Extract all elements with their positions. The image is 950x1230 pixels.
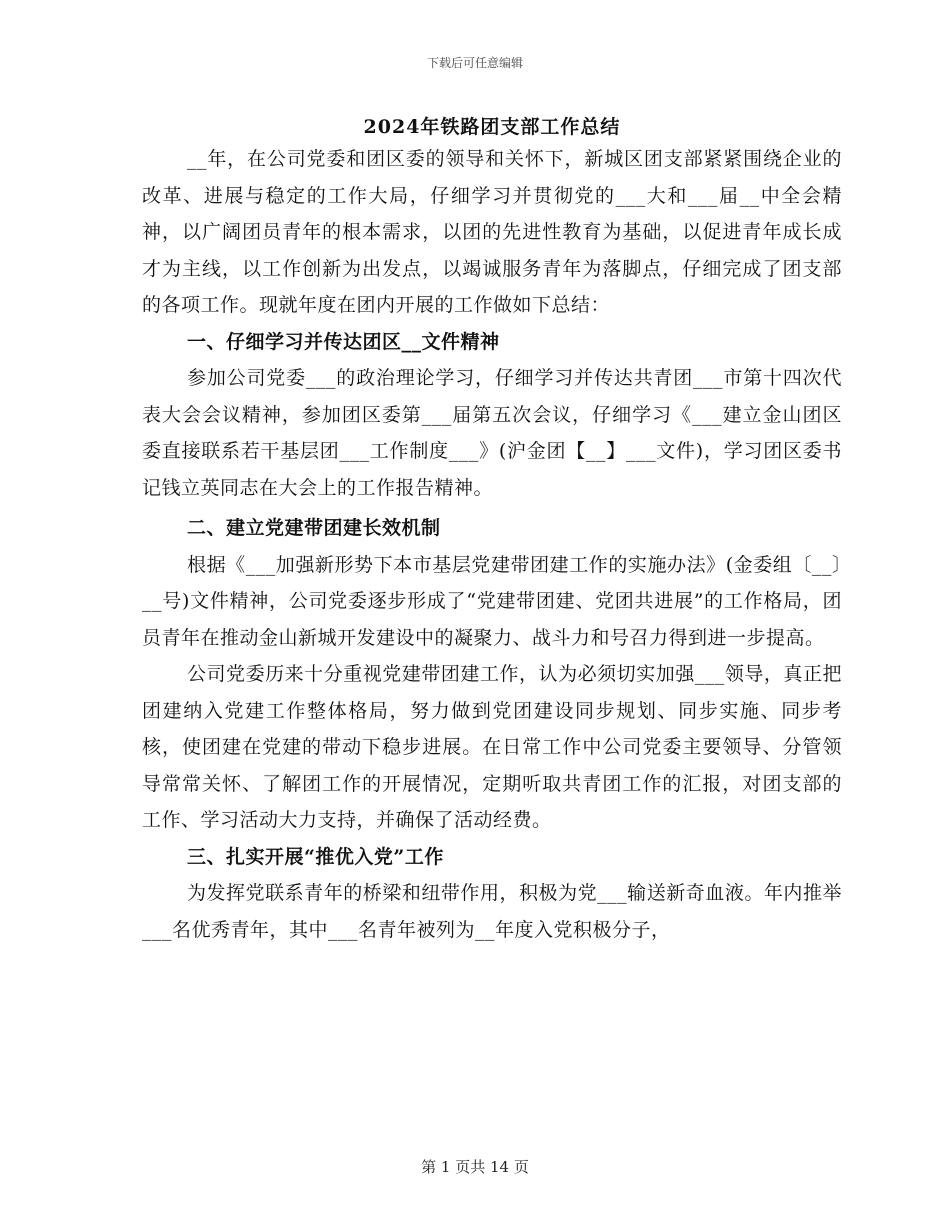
page-number: 第 1 页共 14 页 [421,1158,529,1176]
section-2-heading: 二、建立党建带团建长效机制 [187,517,441,539]
header-note: 下载后可任意编辑 [426,56,523,70]
section-3-heading: 三、扎实开展“推优入党”工作 [187,845,444,868]
document-title: 2024年铁路团支部工作总结 [363,116,621,138]
section-1-heading: 一、仔细学习并传达团区__文件精神 [187,330,500,353]
intro-paragraph: __年，在公司党委和团区委的领导和关怀下，新城区团支部紧紧围绕企业的改革、进展与稳定的工作大局，仔细学习并贯彻党的___大和___届__中全会精神，以广阔团员青年的根本需求，以团的先进性教育为基础，以促进青年成长成才为主线，以工作创新为出发点，以竭诚服务青年为落脚点，仔细完成了团支部的各项工作。现就年度在团内开展的工作做如下总结： [142,148,842,316]
section-2-paragraph-1: 根据《___加强新形势下本市基层党建带团建工作的实施办法》(金委组〔__〕__号)文件精神，公司党委逐步形成了“党建带团建、党团共进展”的工作格局，团员青年在推动金山新城开发建设中的凝聚力、战斗力和号召力得到进一步提高。 [142,553,842,649]
section-3-paragraph: 为发挥党联系青年的桥梁和纽带作用，积极为党___输送新奇血液。年内推举___名优秀青年，其中___名青年被列为__年度入党积极分子， [142,882,842,941]
document-body [142,112,842,948]
section-1-paragraph: 参加公司党委___的政治理论学习，仔细学习并传达共青团___市第十四次代表大会会议精神，参加团区委第___届第五次会议，仔细学习《___建立金山团区委直接联系若干基层团___工作制度___》(沪金团【__】___文件)，学习团区委书记钱立英同志在大会上的工作报告精神。 [142,367,842,499]
section-2-paragraph-2: 公司党委历来十分重视党建带团建工作，认为必须切实加强___领导，真正把团建纳入党建工作整体格局，努力做到党团建设同步规划、同步实施、同步考核，使团建在党建的带动下稳步进展。在日常工作中公司党委主要领导、分管领导常常关怀、了解团工作的开展情况，定期听取共青团工作的汇报，对团支部的工作、学习活动大力支持，并确保了活动经费。 [142,663,842,831]
